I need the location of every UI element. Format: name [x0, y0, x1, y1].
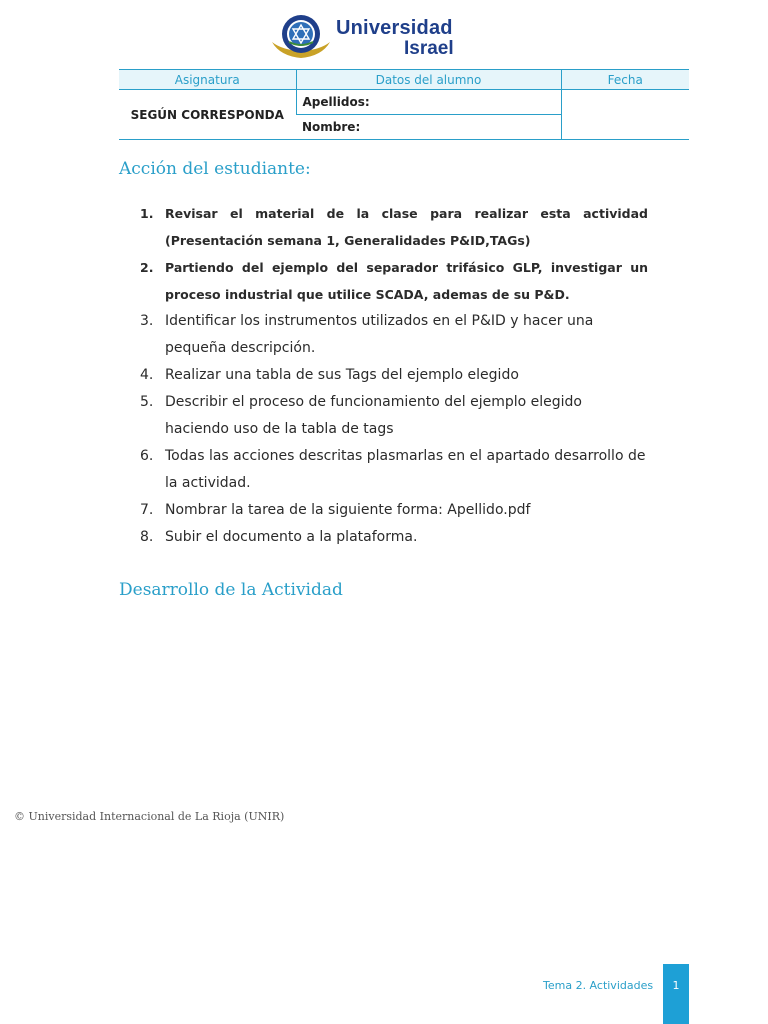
table-header-row — [119, 70, 689, 90]
step-text: Partiendo del ejemplo del separador trifásico GLP, investigar un proceso industrial que utilice SCADA, ademas de su P&D. — [165, 260, 648, 302]
step-text: Describir el proceso de funcionamiento del ejemplo elegido haciendo uso de la tabla de tags — [165, 394, 582, 437]
page-number: 1 — [672, 979, 680, 992]
column-header-datos-alumno: Datos del alumno — [296, 70, 561, 90]
list-item — [140, 254, 648, 308]
step-number: 1. — [140, 206, 154, 221]
section-heading-accion: Acción del estudiante: — [119, 159, 311, 179]
copyright-notice: © Universidad Internacional de La Rioja (UNIR) — [14, 810, 285, 823]
step-number: 3. — [140, 313, 154, 329]
activity-steps-list — [140, 200, 648, 551]
list-item — [140, 308, 648, 362]
step-number: 4. — [140, 367, 154, 383]
step-number: 7. — [140, 502, 154, 518]
step-text: Nombrar la tarea de la siguiente forma: Apellido.pdf — [165, 502, 531, 518]
student-info-table — [119, 69, 689, 140]
list-item — [140, 362, 648, 389]
step-text: Realizar una tabla de sus Tags del ejemplo elegido — [165, 367, 519, 383]
logo-text-israel: Israel — [404, 38, 454, 59]
step-number: 6. — [140, 448, 154, 464]
subject-cell: SEGÚN CORRESPONDA — [119, 90, 296, 140]
step-number: 8. — [140, 529, 154, 545]
step-text: Revisar el material de la clase para realizar esta actividad (Presentación semana 1, Generalidades P&ID,TAGs) — [165, 206, 648, 248]
list-item — [140, 443, 648, 497]
step-number: 5. — [140, 394, 154, 410]
list-item — [140, 389, 648, 443]
footer-topic-label: Tema 2. Actividades — [543, 979, 654, 992]
list-item — [140, 497, 648, 524]
university-logo — [270, 12, 480, 60]
step-text: Identificar los instrumentos utilizados en el P&ID y hacer una pequeña descripción. — [165, 313, 594, 356]
date-cell — [561, 90, 689, 140]
column-header-fecha: Fecha — [561, 70, 689, 90]
column-header-asignatura: Asignatura — [119, 70, 296, 90]
table-row — [119, 90, 689, 115]
list-item — [140, 524, 648, 551]
section-heading-desarrollo: Desarrollo de la Actividad — [119, 580, 343, 600]
logo-text-universidad: Universidad — [336, 17, 453, 39]
apellidos-field: Apellidos: — [296, 90, 561, 115]
step-text: Subir el documento a la plataforma. — [165, 529, 418, 545]
nombre-field: Nombre: — [296, 115, 561, 140]
step-text: Todas las acciones descritas plasmarlas en el apartado desarrollo de la actividad. — [165, 448, 646, 491]
list-item — [140, 200, 648, 254]
university-seal-icon — [270, 12, 332, 60]
page-number-badge — [663, 964, 689, 1024]
step-number: 2. — [140, 260, 154, 275]
